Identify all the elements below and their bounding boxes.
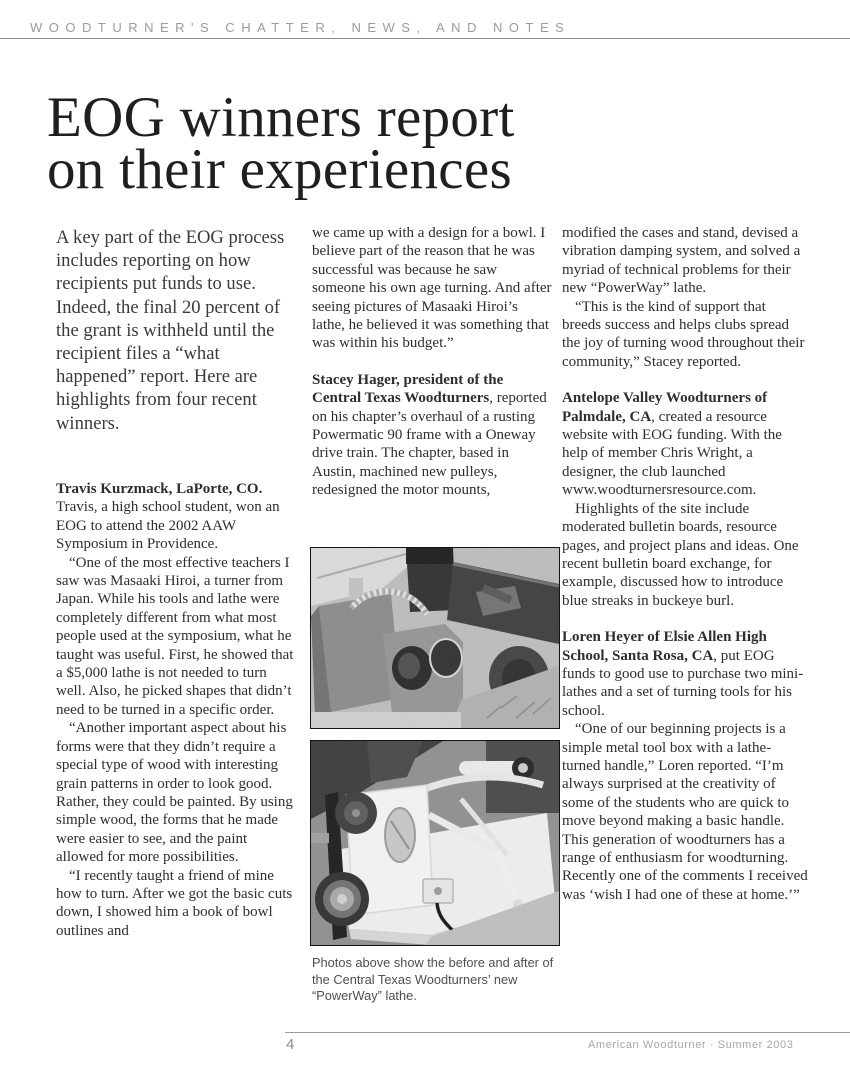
story-stacey-opening [312,371,552,500]
story-travis-rest: Travis, a high school student, won an EOG to attend the 2002 AAW Symposium in Providence. [56,499,280,553]
paragraph: “I recently taught a friend of mine how to turn. After we got the basic cuts down, I showed him a book of bowl outlines and [56,867,293,939]
column-1 [56,480,296,940]
story-loren-opening [562,628,808,720]
column-3 [562,224,808,904]
photo-before-lathe [310,547,560,729]
article-headline [47,86,515,201]
masthead-divider [0,38,850,39]
paragraph: modified the cases and stand, devised a vibration damping system, and solved a myriad of technical problems for their new “PowerWay” lathe. [562,225,801,297]
story-travis-lead: Travis Kurzmack, LaPorte, CO. [56,481,263,497]
photo-caption: Photos above show the before and after of the Central Texas Woodturners’ new “PowerWay” lathe. [312,955,554,1003]
story-antelope-rest: , created a resource website with EOG funding. With the help of member Chris Wright, a designer, the club launched www.woodturnersresource.com. [562,408,782,499]
paragraph: “This is the kind of support that breeds success and helps clubs spread the joy of turning wood throughout their community,” Stacey reported. [562,298,805,370]
paragraph: we came up with a design for a bowl. I believe part of the reason that he was successful was because he saw someone his own age turning. And after seeing pictures of Masaaki Hiroi’s lathe, he believed it was something that was within his budget.” [312,225,552,352]
story-stacey-lead: Stacey Hager, president of the Central Texas Woodturners [312,371,504,407]
section-masthead: WOODTURNER'S CHATTER, NEWS, AND NOTES [30,20,571,35]
headline-line1: EOG winners report [47,86,515,149]
story-stacey-rest: , reported on his chapter’s overhaul of a rusting Powermatic 90 frame with a Oneway drive train. The chapter, based in Austin, machined new pulleys, redesigned the motor mounts, [312,390,547,499]
paragraph: “Another important aspect about his forms were that they didn’t require a special type of wood with interesting grain patterns in order to look good. Rather, they could be painted. By using simple wood, the forms that he made were easier to see, and the paint allowed for more possibilities. [56,720,293,866]
intro-deck: A key part of the EOG process includes reporting on how recipients put funds to use. Indeed, the final 20 percent of the grant is withheld until the recipient files a “what happened” report. Here are highlights from four recent winners. [56,227,285,434]
after-lathe-illustration [311,741,559,945]
story-antelope-opening [562,389,808,499]
journal-credit: American Woodturner · Summer 2003 [588,1039,794,1051]
photo-after-lathe [310,740,560,946]
story-antelope-lead: Antelope Valley Woodturners of Palmdale, CA [562,390,768,425]
footer-divider [285,1032,850,1033]
page-number: 4 [286,1036,295,1053]
story-travis-opening [56,480,296,554]
before-lathe-illustration [311,548,559,728]
story-loren-rest: , put EOG funds to good use to purchase two mini-lathes and a set of turning tools for his school. [562,647,804,719]
paragraph: Highlights of the site include moderated bulletin boards, resource pages, and project plans and ideas. One recent bulletin board exchange, for example, discussed how to introduce blue streaks in buckeye burl. [562,500,799,609]
column-2 [312,224,552,500]
paragraph: “One of our beginning projects is a simple metal tool box with a lathe-turned handle,” Loren reported. “I’m always surprised at the creativity of some of the students who are quick to move beyond making a basic handle. This generation of woodturners has a range of enthusiasm for woodturning. Recently one of the comments I received was ‘wish I had one of these at home.’” [562,721,808,903]
story-loren-lead: Loren Heyer of Elsie Allen High School, Santa Rosa, CA [562,629,767,664]
paragraph: “One of the most effective teachers I saw was Masaaki Hiroi, a turner from Japan. While his tools and lathe were completely different from what most people used at the symposium, what he taught was useful. First, he showed that a $5,000 lathe is not needed to turn well. Also, he picked shapes that didn’t need to be turned in a specific order. [56,554,294,718]
headline-line2: on their experiences [47,138,512,201]
